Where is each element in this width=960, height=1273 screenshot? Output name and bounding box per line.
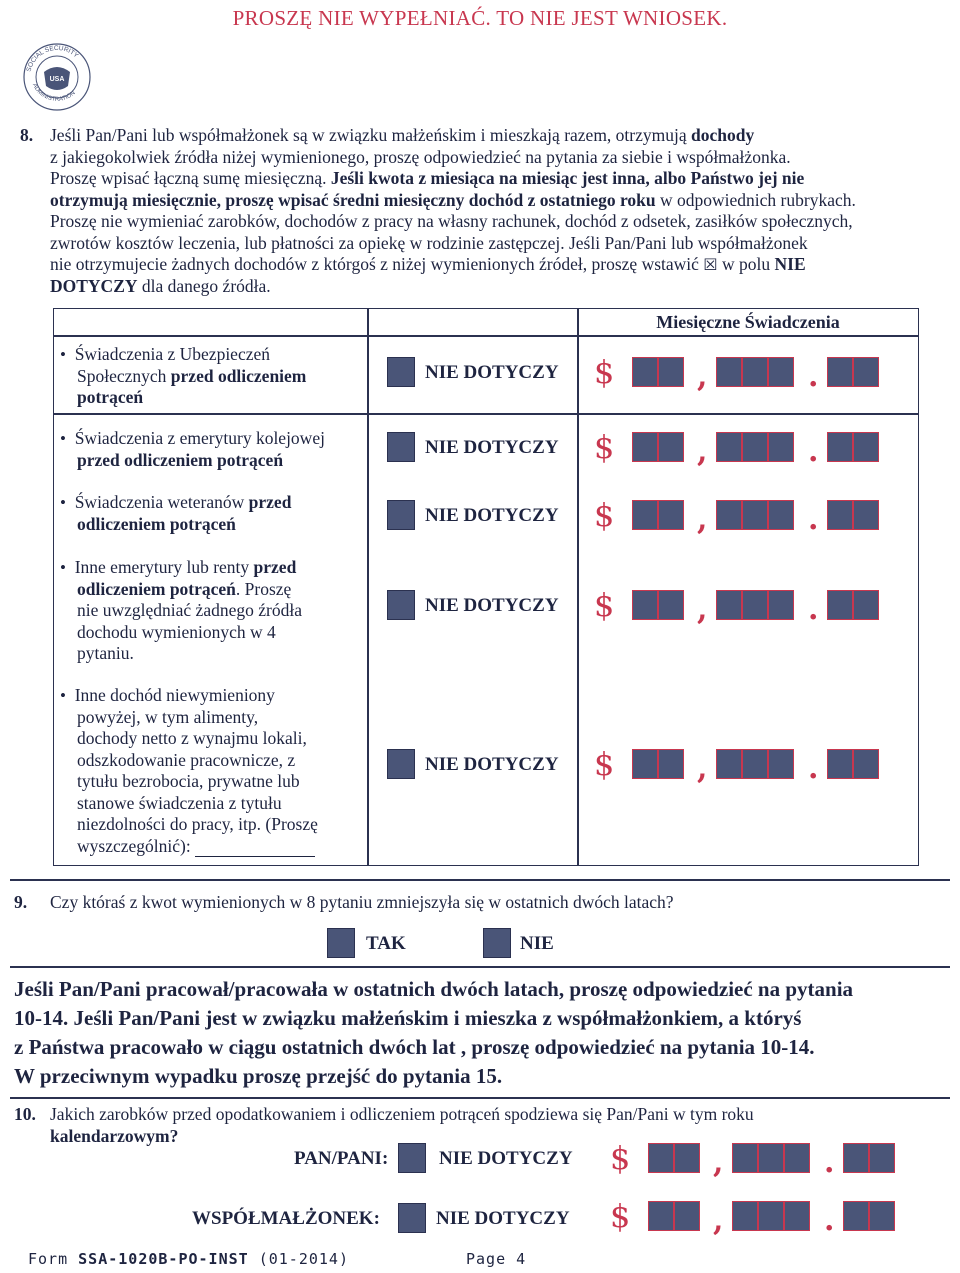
digit-box[interactable] xyxy=(742,749,768,779)
digit-box[interactable] xyxy=(658,749,684,779)
digit-box[interactable] xyxy=(632,432,658,462)
table-divider-1 xyxy=(367,308,369,866)
comma-separator: , xyxy=(713,1203,724,1238)
row2-na-checkbox[interactable] xyxy=(387,432,415,462)
q10-number: 10. xyxy=(14,1104,36,1124)
dollar-sign: $ xyxy=(594,745,615,783)
row4-na-checkbox[interactable] xyxy=(387,590,415,620)
specify-field[interactable] xyxy=(195,838,315,857)
row-railroad-label: • Świadczenia z emerytury kolejowej przed odliczeniem potrąceń xyxy=(60,428,325,470)
digit-box[interactable] xyxy=(827,590,853,620)
digit-box[interactable] xyxy=(648,1201,674,1231)
row5-na-checkbox[interactable] xyxy=(387,749,415,779)
row-divider xyxy=(53,413,919,415)
digit-box[interactable] xyxy=(853,357,879,387)
digit-box[interactable] xyxy=(768,500,794,530)
spouse-label: WSPÓŁMAŁŻONEK: xyxy=(192,1208,380,1229)
q9-yes-label: TAK xyxy=(366,933,406,954)
digit-box[interactable] xyxy=(658,357,684,387)
digit-box[interactable] xyxy=(853,500,879,530)
dollar-sign: $ xyxy=(594,353,615,391)
digit-box[interactable] xyxy=(632,749,658,779)
digit-box[interactable] xyxy=(768,357,794,387)
row5-na-label: NIE DOTYCZY xyxy=(425,754,559,775)
pan-pani-label: PAN/PANI: xyxy=(294,1148,389,1169)
svg-text:SOCIAL SECURITY: SOCIAL SECURITY xyxy=(25,44,80,73)
section-rule xyxy=(10,1097,950,1099)
comma-separator: , xyxy=(713,1145,724,1180)
dollar-sign: $ xyxy=(594,428,615,466)
ssa-seal-logo xyxy=(22,42,92,112)
q8-number: 8. xyxy=(20,125,34,145)
decimal-point: . xyxy=(808,592,819,627)
comma-separator: , xyxy=(697,434,708,469)
row1-na-label: NIE DOTYCZY xyxy=(425,362,559,383)
digit-box[interactable] xyxy=(742,357,768,387)
digit-box[interactable] xyxy=(853,749,879,779)
digit-box[interactable] xyxy=(768,432,794,462)
digit-box[interactable] xyxy=(674,1201,700,1231)
row-veterans-label: • Świadczenia weteranów przed odliczeniem potrąceń xyxy=(60,492,292,534)
q10-text: Jakich zarobków przed opodatkowaniem i odliczeniem potrąceń spodziewa się Pan/Pani w tym roku kalendarzowym? xyxy=(50,1104,754,1146)
digit-box[interactable] xyxy=(632,590,658,620)
digit-box[interactable] xyxy=(742,500,768,530)
row1-na-checkbox[interactable] xyxy=(387,357,415,387)
digit-box[interactable] xyxy=(716,500,742,530)
q9-number: 9. xyxy=(14,892,28,912)
q9-no-checkbox[interactable] xyxy=(483,928,511,958)
dollar-sign: $ xyxy=(594,496,615,534)
row-other-pensions-label: • Inne emerytury lub renty przed odliczeniem potrąceń. Proszę nie uwzględniać żadnego źródła dochodu wymienionych w 4 pytaniu. xyxy=(60,557,302,663)
comma-separator: , xyxy=(697,751,708,786)
digit-box[interactable] xyxy=(869,1201,895,1231)
row4-na-label: NIE DOTYCZY xyxy=(425,595,559,616)
digit-box[interactable] xyxy=(853,432,879,462)
monthly-benefits-header: Miesięczne Świadczenia xyxy=(656,312,840,332)
digit-box[interactable] xyxy=(658,590,684,620)
page-banner: PROSZĘ NIE WYPEŁNIAĆ. TO NIE JEST WNIOSEK. xyxy=(232,6,728,30)
digit-box[interactable] xyxy=(716,357,742,387)
row3-na-label: NIE DOTYCZY xyxy=(425,505,559,526)
dollar-sign: $ xyxy=(610,1139,631,1177)
decimal-point: . xyxy=(824,1203,835,1238)
dollar-sign: $ xyxy=(610,1197,631,1235)
checked-box-icon: ☒ xyxy=(703,255,718,274)
pan-na-label: NIE DOTYCZY xyxy=(439,1148,573,1169)
comma-separator: , xyxy=(697,359,708,394)
row-other-income-label: • Inne dochód niewymieniony powyżej, w tym alimenty, dochody netto z wynajmu lokali, odszkodowanie pracownicze, z tytułu bezrobocia, prywatne lub stanowe świadczenia z tytułu niezdolności do pracy, itp. (Proszę wyszczególnić): xyxy=(60,685,318,856)
digit-box[interactable] xyxy=(716,590,742,620)
decimal-point: . xyxy=(824,1145,835,1180)
digit-box[interactable] xyxy=(648,1143,674,1173)
comma-separator: , xyxy=(697,592,708,627)
row3-na-checkbox[interactable] xyxy=(387,500,415,530)
spouse-na-checkbox[interactable] xyxy=(398,1203,426,1233)
table-header-rule xyxy=(53,335,919,337)
digit-box[interactable] xyxy=(784,1143,810,1173)
digit-box[interactable] xyxy=(632,500,658,530)
digit-box[interactable] xyxy=(843,1143,869,1173)
decimal-point: . xyxy=(808,434,819,469)
svg-text:USA: USA xyxy=(49,76,65,83)
q8-text: Jeśli Pan/Pani lub współmałżonek są w związku małżeńskim i mieszkają razem, otrzymują dochody z jakiegokolwiek źródła niżej wymienionego, proszę odpowiedzieć na pytania za siebie i współmałżonka. Proszę wpisać łączną sumę miesięczną. Jeśli kwota z miesiąca na miesiąc jest inna, albo Państwo jej nie otrzymują miesięcznie, proszę wpisać średni miesięczny dochód z ostatniego roku w odpowiednich rubrykach. Proszę nie wymieniać zarobków, dochodów z pracy na własny rachunek, dochód z odsetek, zasiłków społecznych, zwrotów kosztów leczenia, lub płatności za opiekę w rodzinie zastępczej. Jeśli Pan/Pani lub współmałżonek nie otrzymujecie żadnych dochodów z którgoś z niżej wymienionych źródeł, proszę wstawić ☒ w polu NIE DOTYCZY dla danego źródła. xyxy=(50,125,856,296)
row-ssa-benefits-label: • Świadczenia z Ubezpieczeń Społecznych przed odliczeniem potrąceń xyxy=(60,344,307,407)
pan-na-checkbox[interactable] xyxy=(398,1143,426,1173)
section-rule xyxy=(10,966,950,968)
digit-box[interactable] xyxy=(869,1143,895,1173)
digit-box[interactable] xyxy=(768,749,794,779)
digit-box[interactable] xyxy=(827,357,853,387)
q9-no-label: NIE xyxy=(520,933,554,954)
decimal-point: . xyxy=(808,359,819,394)
digit-box[interactable] xyxy=(827,432,853,462)
digit-box[interactable] xyxy=(742,432,768,462)
form-footer: Form SSA-1020B-PO-INST (01-2014) xyxy=(28,1250,349,1268)
spouse-na-label: NIE DOTYCZY xyxy=(436,1208,570,1229)
dollar-sign: $ xyxy=(594,586,615,624)
digit-box[interactable] xyxy=(758,1201,784,1231)
digit-box[interactable] xyxy=(843,1201,869,1231)
digit-box[interactable] xyxy=(732,1201,758,1231)
digit-box[interactable] xyxy=(742,590,768,620)
decimal-point: . xyxy=(808,751,819,786)
digit-box[interactable] xyxy=(784,1201,810,1231)
digit-box[interactable] xyxy=(632,357,658,387)
digit-box[interactable] xyxy=(758,1143,784,1173)
digit-box[interactable] xyxy=(827,500,853,530)
page-number: Page 4 xyxy=(466,1250,527,1268)
svg-text:ADMINISTRATION: ADMINISTRATION xyxy=(30,82,77,103)
row2-na-label: NIE DOTYCZY xyxy=(425,437,559,458)
digit-box[interactable] xyxy=(732,1143,758,1173)
decimal-point: . xyxy=(808,502,819,537)
digit-box[interactable] xyxy=(716,749,742,779)
q9-text: Czy któraś z kwot wymienionych w 8 pytaniu zmniejszyła się w ostatnich dwóch latach? xyxy=(50,892,674,912)
section-rule xyxy=(10,879,950,881)
digit-box[interactable] xyxy=(658,432,684,462)
table-divider-2 xyxy=(577,308,579,866)
digit-box[interactable] xyxy=(827,749,853,779)
q9-yes-checkbox[interactable] xyxy=(327,928,355,958)
digit-box[interactable] xyxy=(853,590,879,620)
digit-box[interactable] xyxy=(658,500,684,530)
digit-box[interactable] xyxy=(768,590,794,620)
digit-box[interactable] xyxy=(716,432,742,462)
comma-separator: , xyxy=(697,502,708,537)
digit-box[interactable] xyxy=(674,1143,700,1173)
instruction-paragraph: Jeśli Pan/Pani pracował/pracowała w ostatnich dwóch latach, proszę odpowiedzieć na pytania 10-14. Jeśli Pan/Pani jest w związku małżeńskim i mieszka z współmałżonkiem, a któryś z Państwa pracowało w ciągu ostatnich dwóch lat , proszę odpowiedzieć na pytania 10-14. W przeciwnym wypadku proszę przejść do pytania 15. xyxy=(14,977,854,1088)
